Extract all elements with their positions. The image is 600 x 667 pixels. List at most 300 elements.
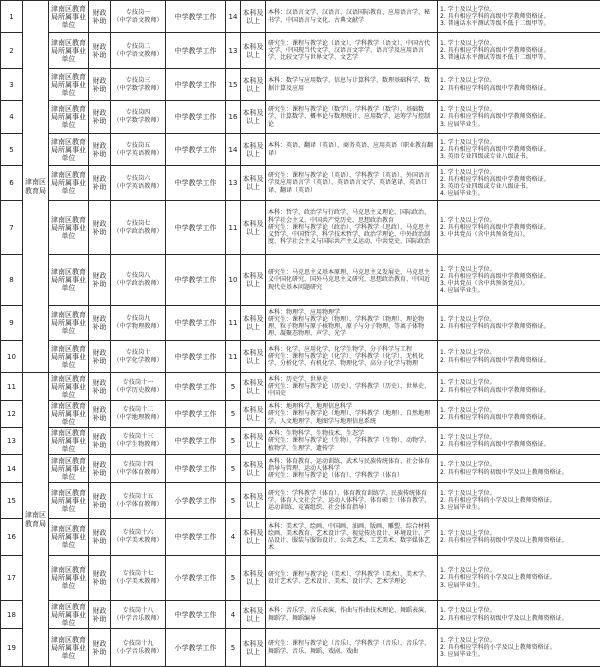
position-subject: （中学物理教师） <box>113 323 163 330</box>
row-number: 15 <box>7 496 16 505</box>
other-requirements: 1. 学士及以上学位。 2. 具有相应学科的高级中学教师资格证。 3. 英语专业四级或专业八级证书。 <box>440 138 550 161</box>
employer-unit-cell <box>49 341 89 373</box>
education-cell <box>241 401 266 428</box>
major-requirements: 本科：汉语言文学、汉语言、汉语国际教育、应用语言学、秘书学、中国语言与文化、古典文献学 <box>268 9 431 24</box>
funding-type: 财政补助 <box>92 460 107 477</box>
position-name: 专技岗十八 <box>122 606 154 614</box>
row-number: 10 <box>7 352 16 361</box>
job-type: 中学教学工作 <box>174 464 217 473</box>
job-type-cell <box>166 166 226 201</box>
headcount-cell <box>226 428 241 455</box>
funding-cell <box>89 455 111 483</box>
headcount-cell <box>226 1 241 33</box>
funding-cell <box>89 401 111 428</box>
major-cell <box>266 455 438 483</box>
major-requirements: 本科：英语、翻译（英语）、商务英语、应用英语（职业教育翻译） <box>268 142 434 157</box>
row-number-cell <box>1 428 23 455</box>
position-cell <box>111 455 166 483</box>
row-number-cell <box>1 134 23 166</box>
employer-unit: 津南区教育局所属事业单位 <box>51 402 86 426</box>
position-name: 专技岗一 <box>125 8 151 16</box>
position-name: 专技岗十七 <box>122 570 154 577</box>
row-number-cell <box>1 201 23 255</box>
headcount-cell <box>226 255 241 306</box>
department-cell <box>23 373 49 667</box>
major-requirements: 研究生：课程与教学论（数学）、学科教学（数学）、基础数学、计算数学、概率论与数理统计、应用数学、运筹学与控制论 <box>268 106 431 128</box>
table-row <box>1 166 600 201</box>
education-cell <box>241 519 266 556</box>
education-level: 本科及以上 <box>242 529 264 545</box>
education-cell <box>241 601 266 629</box>
headcount: 14 <box>228 12 238 21</box>
row-number: 13 <box>7 437 16 445</box>
job-type-cell <box>166 455 226 483</box>
other-requirements-cell <box>438 401 600 428</box>
education-level: 本科及以上 <box>242 175 264 191</box>
table-row <box>1 33 600 69</box>
headcount: 5 <box>230 643 236 652</box>
position-subject: （中学历史教师） <box>113 386 163 394</box>
row-number-cell <box>1 101 23 134</box>
position-name: 专技岗六 <box>125 175 151 182</box>
table-row <box>1 483 600 519</box>
headcount: 5 <box>230 382 236 391</box>
funding-type: 财政补助 <box>92 219 107 236</box>
department-cell <box>23 1 49 373</box>
other-requirements-cell <box>438 33 600 69</box>
row-number: 8 <box>9 276 14 284</box>
funding-type: 财政补助 <box>92 42 107 59</box>
education-cell <box>241 629 266 667</box>
funding-cell <box>89 373 111 401</box>
table-row <box>1 306 600 341</box>
headcount-cell <box>226 483 241 519</box>
major-requirements: 本科：数学与应用数学、信息与计算科学、数理基础科学、数据计算及应用 <box>268 77 431 92</box>
other-requirements-cell <box>438 455 600 483</box>
funding-type: 财政补助 <box>92 175 107 191</box>
major-cell <box>266 341 438 373</box>
employer-unit-cell <box>49 69 89 101</box>
position-name: 专技岗十 <box>125 348 151 356</box>
employer-unit-cell <box>49 519 89 556</box>
education-cell <box>241 428 266 455</box>
headcount-cell <box>226 166 241 201</box>
other-requirements-cell <box>438 255 600 306</box>
department-name: 津南区教育局 <box>25 510 46 528</box>
row-number: 7 <box>9 223 14 232</box>
job-type-cell <box>166 556 226 601</box>
position-group <box>111 428 165 454</box>
position-name: 专技岗十六 <box>122 529 154 536</box>
major-cell <box>266 519 438 556</box>
headcount-cell <box>226 629 241 667</box>
job-type: 中学教学工作 <box>174 145 217 154</box>
other-requirements: 1. 学士及以上学位。 2. 具有相应学科的高级中学教师资格证。 3. 普通话水平测试等级不低于二级甲等。 <box>440 5 550 28</box>
other-requirements-cell <box>438 519 600 556</box>
employer-unit: 津南区教育局所属事业单位 <box>51 635 86 660</box>
education-cell <box>241 455 266 483</box>
job-type: 中学教学工作 <box>174 113 217 121</box>
row-number: 18 <box>7 610 16 619</box>
major-requirements: 本科：历史学、世界史 研究生：课程与教学论（历史）、学科教学（历史）、世界史、中国史 <box>268 375 431 398</box>
headcount-cell <box>226 373 241 401</box>
job-type: 中学教学工作 <box>174 46 217 55</box>
funding-type: 财政补助 <box>92 492 107 509</box>
employer-unit: 津南区教育局所属事业单位 <box>51 268 86 292</box>
headcount: 5 <box>230 574 236 582</box>
job-type-cell <box>166 33 226 69</box>
job-type: 中学教学工作 <box>174 382 217 391</box>
headcount: 5 <box>230 410 236 418</box>
position-name: 专技岗十一 <box>122 378 154 386</box>
employer-unit: 津南区教育局所属事业单位 <box>51 105 86 129</box>
position-cell <box>111 166 166 201</box>
employer-unit-cell <box>49 166 89 201</box>
job-type-cell <box>166 341 226 373</box>
row-number-cell <box>1 556 23 601</box>
row-number: 2 <box>9 46 14 55</box>
job-type-cell <box>166 1 226 33</box>
major-cell <box>266 33 438 69</box>
education-level: 本科及以上 <box>242 406 264 422</box>
headcount-cell <box>226 556 241 601</box>
major-cell <box>266 134 438 166</box>
job-type-cell <box>166 69 226 101</box>
position-group <box>111 601 165 628</box>
funding-cell <box>89 33 111 69</box>
major-cell <box>266 629 438 667</box>
position-name: 专技岗十五 <box>122 492 154 500</box>
education-level: 本科及以上 <box>242 606 264 623</box>
education-level: 本科及以上 <box>242 348 264 365</box>
headcount: 11 <box>228 352 238 361</box>
row-number: 12 <box>7 410 16 418</box>
position-name: 专技岗七 <box>125 219 151 227</box>
major-requirements: 本科：地理科学、地理信息科学 研究生：课程与教学论（地理）、学科教学（地理）、自然地理学、人文地理学、地图学与地理信息系统 <box>268 403 431 425</box>
other-requirements-cell <box>438 601 600 629</box>
position-group <box>111 455 165 482</box>
employer-unit-cell <box>49 629 89 667</box>
job-type-cell <box>166 428 226 455</box>
job-type: 小学教学工作 <box>174 643 217 652</box>
row-number-cell <box>1 401 23 428</box>
position-cell <box>111 341 166 373</box>
funding-cell <box>89 519 111 556</box>
row-number: 9 <box>9 319 14 327</box>
other-requirements-cell <box>438 134 600 166</box>
headcount: 13 <box>228 46 238 55</box>
row-number: 19 <box>7 643 16 652</box>
employer-unit-cell <box>49 255 89 306</box>
other-requirements: 1. 学士及以上学位。 2. 具有相应学科的高级中学教师资格证。 <box>440 349 550 364</box>
employer-unit: 津南区教育局所属事业单位 <box>51 566 86 590</box>
table-row <box>1 373 600 401</box>
education-cell <box>241 166 266 201</box>
headcount: 5 <box>230 464 236 473</box>
funding-type: 财政补助 <box>92 141 107 158</box>
other-requirements: 1. 学士及以上学位。 2. 具有相应学科的小学及以上教师资格证。 3. 应届毕业生。 <box>440 567 556 589</box>
table-row <box>1 341 600 373</box>
position-cell <box>111 428 166 455</box>
row-number-cell <box>1 69 23 101</box>
row-number: 4 <box>9 113 14 121</box>
major-requirements: 本科：物理学、应用物理学 研究生：课程与教学论（物理）、学科教学（物理）、理论物理、粒子物理与原子核物理、原子与分子物理、等离子体物理、凝聚态物理、声学、光学 <box>268 308 425 338</box>
major-cell <box>266 1 438 33</box>
row-number: 6 <box>9 179 14 187</box>
education-level: 本科及以上 <box>242 109 264 125</box>
table-body <box>1 1 600 667</box>
department-name: 津南区教育局 <box>25 177 46 195</box>
job-type-cell <box>166 601 226 629</box>
employer-unit: 津南区教育局所属事业单位 <box>51 374 86 399</box>
position-group <box>111 255 165 305</box>
employer-unit: 津南区教育局所属事业单位 <box>51 137 86 162</box>
position-group <box>111 401 165 427</box>
job-type: 小学教学工作 <box>174 574 217 582</box>
funding-cell <box>89 166 111 201</box>
position-name: 专技岗十九 <box>122 639 154 647</box>
major-requirements: 本科：美术学、绘画、中国画、油画、版画、雕塑、综合材料绘画、美术教育、艺术设计学、视觉传达设计、环境设计、产品设计、服装与服饰设计、公共艺术、工艺美术、数字媒体艺术 <box>268 522 431 552</box>
position-subject: （中学化学教师） <box>113 356 163 364</box>
education-cell <box>241 33 266 69</box>
employer-unit: 津南区教育局所属事业单位 <box>51 488 86 513</box>
position-subject: （中学语文教师） <box>113 16 163 24</box>
job-type: 中学教学工作 <box>174 437 217 445</box>
table-row <box>1 601 600 629</box>
position-group <box>111 166 165 200</box>
row-number: 17 <box>7 574 16 582</box>
position-cell <box>111 601 166 629</box>
position-subject: （中学美术教师） <box>113 537 163 544</box>
funding-type: 财政补助 <box>92 606 107 623</box>
employer-unit: 津南区教育局所属事业单位 <box>51 602 86 627</box>
headcount-cell <box>226 306 241 341</box>
other-requirements-cell <box>438 166 600 201</box>
table-row <box>1 428 600 455</box>
headcount: 5 <box>230 496 236 505</box>
other-requirements-cell <box>438 428 600 455</box>
major-cell <box>266 69 438 101</box>
other-requirements: 1. 学士及以上学位。 2. 具有相应学科的高级中学教师资格证。 <box>440 77 550 92</box>
funding-type: 财政补助 <box>92 76 107 93</box>
funding-cell <box>89 601 111 629</box>
other-requirements: 1. 学士及以上学位。 2. 具有相应学科的高级中学教师资格证。 <box>440 433 550 448</box>
funding-cell <box>89 629 111 667</box>
other-requirements: 1. 学士及以上学位。 2. 具有相应学科的高级中学教师资格证。 3. 普通话水平测试等级不低于二级甲等。 <box>440 39 550 62</box>
row-number-cell <box>1 601 23 629</box>
table-row <box>1 455 600 483</box>
position-name: 专技岗八 <box>125 272 151 279</box>
position-cell <box>111 33 166 69</box>
education-level: 本科及以上 <box>242 8 264 25</box>
row-number-cell <box>1 519 23 556</box>
position-cell <box>111 255 166 306</box>
employer-unit: 津南区教育局所属事业单位 <box>51 344 86 369</box>
funding-cell <box>89 306 111 341</box>
education-level: 本科及以上 <box>242 433 264 449</box>
other-requirements: 1. 学士及以上学位。 2. 具有相应学科的小学及以上教师资格证。 3. 应届毕业生。 <box>440 489 556 512</box>
position-name: 专技岗二 <box>125 42 151 50</box>
major-cell <box>266 306 438 341</box>
education-level: 本科及以上 <box>242 272 264 288</box>
employer-unit: 津南区教育局所属事业单位 <box>51 215 86 240</box>
employer-unit-cell <box>49 33 89 69</box>
job-type: 中学教学工作 <box>174 12 217 21</box>
headcount-cell <box>226 601 241 629</box>
major-requirements: 研究生：学科教学（体育）、体育教育训练学、民族传统体育学、体育人文社会学、运动人体科学、体育硕士（体育教学、运动训练、竞赛组织、社会体育指导） <box>268 489 431 512</box>
other-requirements-cell <box>438 1 600 33</box>
position-cell <box>111 134 166 166</box>
other-requirements: 1. 学士及以上学位。 2. 具有相应学科的高级中学教师资格证。 3. 应届毕业生。 <box>440 106 550 128</box>
position-subject: （小学音乐教师） <box>113 647 163 655</box>
employer-unit: 津南区教育局所属事业单位 <box>51 311 86 335</box>
position-group <box>111 556 165 600</box>
employer-unit-cell <box>49 556 89 601</box>
row-number-cell <box>1 483 23 519</box>
position-name: 专技岗十二 <box>122 406 154 413</box>
row-number: 1 <box>9 12 14 21</box>
other-requirements: 1. 学士及以上学位。 2. 具有相应学科的初级中学及以上教师资格证。 <box>440 461 568 476</box>
education-cell <box>241 306 266 341</box>
position-subject: （小学体育教师） <box>113 500 163 508</box>
position-cell <box>111 629 166 667</box>
major-cell <box>266 601 438 629</box>
other-requirements: 1. 学士及以上学位。 2. 具有相应学科的初级中学及以上教师资格证。 <box>440 607 568 622</box>
position-cell <box>111 101 166 134</box>
major-cell <box>266 166 438 201</box>
education-cell <box>241 1 266 33</box>
position-subject: （中学政治教师） <box>113 280 163 287</box>
headcount: 4 <box>230 610 236 619</box>
headcount-cell <box>226 201 241 255</box>
position-name: 专技岗十三 <box>122 433 154 440</box>
other-requirements-cell <box>438 556 600 601</box>
position-group <box>111 1 165 32</box>
position-group <box>111 134 165 165</box>
position-cell <box>111 556 166 601</box>
job-type-cell <box>166 519 226 556</box>
position-cell <box>111 1 166 33</box>
headcount: 5 <box>230 437 236 445</box>
employer-unit-cell <box>49 201 89 255</box>
headcount: 13 <box>228 179 238 187</box>
major-requirements: 研究生：课程与教学论（英语）、学科教学（英语）、外国语言学及应用语言学（英语）、英语语言文学、英语笔译、英语口译、翻译（英语） <box>268 172 431 194</box>
headcount: 11 <box>228 223 238 232</box>
funding-cell <box>89 201 111 255</box>
position-subject: （小学美术教师） <box>113 578 163 585</box>
headcount-cell <box>226 33 241 69</box>
table-row <box>1 556 600 601</box>
funding-type: 财政补助 <box>92 8 107 25</box>
position-subject: （中学英语教师） <box>113 149 163 157</box>
position-name: 专技岗十四 <box>122 460 154 468</box>
other-requirements-cell <box>438 341 600 373</box>
funding-cell <box>89 255 111 306</box>
major-requirements: 本科：哲学、政治学与行政学、马克思主义理论、国际政治、科学社会主义、中国共产党历史、思想政治教育 研究生：课程与教学论（政治）、学科教学（思政）、马克思主义哲学、中国哲学、科学技术哲学、政治学理论、中外政治制度、科学社会主义与国际共产主义运动、中共党史、国际政治 <box>268 209 431 246</box>
other-requirements: 1. 学士及以上学位。 2. 具有相应学科的高级中学教师资格证。 3. 中共党员（含中共预备党员）。 4. 应届毕业生。 <box>440 265 550 295</box>
table-row <box>1 401 600 428</box>
row-number: 5 <box>9 145 14 154</box>
position-cell <box>111 483 166 519</box>
education-level: 本科及以上 <box>242 76 264 93</box>
table-row <box>1 629 600 667</box>
position-group <box>111 306 165 340</box>
education-level: 本科及以上 <box>242 378 264 395</box>
other-requirements: 1. 学士及以上学位。 2. 具有相应学科的高级中学教师资格证。 <box>440 379 550 394</box>
job-type-cell <box>166 629 226 667</box>
other-requirements: 1. 学士及以上学位。 2. 具有相应学科的小学及以上教师资格证。 3. 应届毕业生。 <box>440 636 556 659</box>
headcount: 16 <box>228 113 238 121</box>
job-type: 中学教学工作 <box>174 319 217 327</box>
position-group <box>111 519 165 555</box>
education-level: 本科及以上 <box>242 219 264 236</box>
major-requirements: 研究生：课程与教学论（音乐）、学科教学（音乐）、音乐学、舞蹈学、音乐、舞蹈、戏剧、戏曲 <box>268 640 431 655</box>
table-row <box>1 101 600 134</box>
other-requirements: 1. 学士及以上学位。 2. 具有相应学科的高级中学教师资格证。 3. 英语专业四级或专业八级证书。 4. 应届毕业生。 <box>440 168 550 198</box>
job-type-cell <box>166 483 226 519</box>
job-type-cell <box>166 255 226 306</box>
funding-type: 财政补助 <box>92 639 107 656</box>
row-number: 3 <box>9 80 14 89</box>
education-level: 本科及以上 <box>242 42 264 59</box>
education-cell <box>241 201 266 255</box>
employer-unit-cell <box>49 483 89 519</box>
table-row <box>1 519 600 556</box>
position-name: 专技岗四 <box>125 109 151 116</box>
table-row <box>1 134 600 166</box>
row-number-cell <box>1 255 23 306</box>
employer-unit-cell <box>49 1 89 33</box>
funding-type: 财政补助 <box>92 348 107 365</box>
education-cell <box>241 483 266 519</box>
row-number-cell <box>1 1 23 33</box>
education-level: 本科及以上 <box>242 315 264 331</box>
education-level: 本科及以上 <box>242 141 264 158</box>
job-type-cell <box>166 134 226 166</box>
position-subject: （中学生物教师） <box>113 441 163 448</box>
funding-cell <box>89 134 111 166</box>
position-subject: （中学数学教师） <box>113 117 163 124</box>
major-requirements: 研究生：课程与教学论（语文）、学科教学（语文）、中国古代文学、中国现当代文学、汉语言文字学、语言学及应用语言学、比较文学与世界文学、文艺学 <box>268 39 431 62</box>
education-cell <box>241 101 266 134</box>
position-name: 专技岗九 <box>125 315 151 322</box>
major-requirements: 本科：体育教育、运动训练、武术与民族传统体育、社会体育指导与管理、运动人体科学 研究生：课程与教学论（体育）、学科教学（体育） <box>268 457 431 480</box>
job-type: 中学教学工作 <box>174 410 217 418</box>
funding-type: 财政补助 <box>92 570 107 586</box>
employer-unit-cell <box>49 455 89 483</box>
position-group <box>111 69 165 100</box>
education-level: 本科及以上 <box>242 460 264 477</box>
other-requirements: 1. 学士及以上学位。 2. 具有相应学科的高级中学教师资格证。 <box>440 315 550 330</box>
job-type: 中学教学工作 <box>174 533 217 541</box>
row-number: 16 <box>7 533 16 541</box>
other-requirements-cell <box>438 483 600 519</box>
other-requirements-cell <box>438 306 600 341</box>
position-group <box>111 483 165 518</box>
funding-type: 财政补助 <box>92 433 107 449</box>
position-subject: （中学语文教师） <box>113 50 163 58</box>
table-row <box>1 255 600 306</box>
major-cell <box>266 373 438 401</box>
employer-unit: 津南区教育局所属事业单位 <box>51 456 86 481</box>
funding-cell <box>89 483 111 519</box>
job-type-cell <box>166 201 226 255</box>
funding-type: 财政补助 <box>92 406 107 422</box>
employer-unit: 津南区教育局所属事业单位 <box>51 38 86 63</box>
education-level: 本科及以上 <box>242 639 264 656</box>
position-group <box>111 341 165 372</box>
row-number-cell <box>1 33 23 69</box>
